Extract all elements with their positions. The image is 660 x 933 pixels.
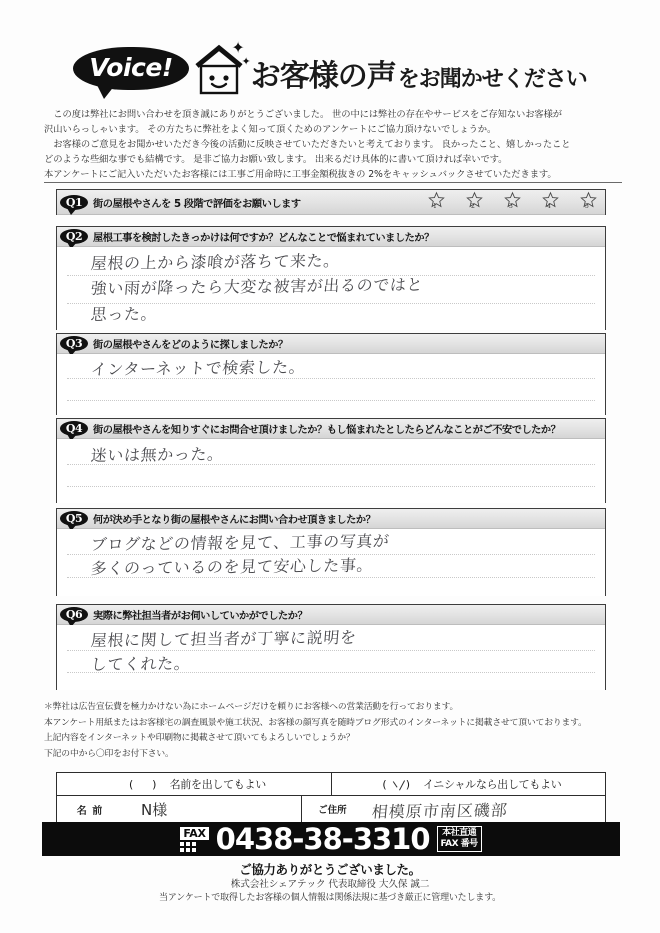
answer-text-q2-line3: 思った。 — [90, 304, 158, 325]
question-header-q1 — [57, 190, 605, 215]
question-block-q2 — [56, 226, 606, 330]
consent-option-initial[interactable] — [331, 773, 606, 795]
guide-line — [67, 400, 595, 401]
intro-line-3: お客様のご意見をお聞かせいただき今後の活動に反映させていただきたいと考えております。 良かったこと、嬉しかったこと — [53, 139, 571, 151]
fax-bar — [42, 822, 620, 856]
rating-star-label-5: 5 — [585, 203, 589, 210]
footnote-line-4: 下記の中から〇印をお付下さい。 — [44, 748, 174, 759]
fax-keypad-icon — [180, 842, 196, 852]
question-header-q4 — [57, 419, 605, 439]
intro-text — [44, 107, 622, 182]
question-badge-q6: Q6 — [60, 607, 88, 622]
consent-option-name[interactable] — [57, 773, 331, 795]
rating-star-label-1: 1 — [433, 203, 437, 210]
answer-text-q2-line1: 屋根の上から漆喰が落ちて来た。 — [90, 251, 341, 274]
rating-star-4[interactable] — [542, 191, 559, 208]
question-text-q6: 実際に弊社担当者がお伺いしていかがでしたか？ — [93, 611, 308, 622]
answer-area-q6[interactable] — [57, 625, 605, 690]
consent-checkbox-initial[interactable]: ( ) — [382, 777, 410, 791]
question-badge-q2: Q2 — [60, 229, 88, 244]
intro-line-4: どのような些細な事でも結構です。 是非ご協力お願い致します。 出来るだけ具体的に書いて頂ければ幸いです。 — [44, 154, 508, 166]
question-badge-q3: Q3 — [60, 336, 88, 351]
voice-badge: Voice! — [73, 47, 188, 90]
question-block-q1 — [56, 189, 606, 215]
question-badge-q5: Q5 — [60, 511, 88, 526]
thanks-message: ご協力ありがとうございました。 — [239, 862, 421, 877]
rating-star-2[interactable] — [466, 191, 483, 208]
answer-text-q3-line1: インターネットで検索した。 — [90, 357, 307, 380]
rating-star-5[interactable] — [580, 191, 597, 208]
consent-checkbox-name[interactable]: ( ) — [129, 777, 157, 791]
intro-line-1: この度は弊社にお問い合わせを頂き誠にありがとうございました。 世の中には弊社の存在やサービスをご存知ないお客様が — [53, 109, 562, 120]
question-block-q6 — [56, 604, 606, 690]
question-block-q5 — [56, 508, 606, 596]
fax-note — [437, 826, 482, 852]
question-header-q3 — [57, 334, 605, 354]
rating-star-3[interactable] — [504, 191, 521, 208]
address-label: ご住所 — [301, 796, 362, 822]
question-badge-q1: Q1 — [60, 195, 88, 210]
answer-text-q5-line2: 多くのっているのを見て安心した事。 — [90, 555, 374, 579]
rating-stars[interactable] — [428, 191, 597, 208]
page-title: お客様の声 — [250, 59, 396, 94]
consent-option-name-label: 名前を出してもよい — [169, 778, 266, 791]
name-value[interactable]: N様 — [141, 800, 168, 819]
page-header — [0, 26, 660, 98]
header-divider — [44, 182, 622, 183]
footnote-line-1: ＊弊社は広告宣伝費を極力かけない為にホームページだけを頼りにお客様への営業活動を行っております。 — [44, 702, 459, 712]
rating-star-1[interactable] — [428, 191, 445, 208]
company-info: 株式会社シェアテック 代表取締役 大久保 誠二 — [230, 879, 430, 890]
name-label: 名 前 — [76, 805, 104, 817]
question-block-q3 — [56, 333, 606, 415]
question-text-q4: 街の屋根やさんを知りすぐにお問合せ頂けましたか？もし悩まれたとしたらどんなことがご不安でしたか？ — [93, 425, 561, 436]
answer-text-q4-line1: 迷いは無かった。 — [90, 444, 225, 466]
question-text-q5: 何が決め手となり街の屋根やさんにお問い合わせ頂きましたか？ — [93, 515, 376, 526]
rating-star-label-3: 3 — [509, 203, 513, 210]
guide-line — [67, 486, 595, 487]
answer-text-q6-line1: 屋根に関して担当者が丁寧に説明を — [90, 627, 358, 651]
rating-star-label-2: 2 — [471, 203, 475, 210]
question-header-q2 — [57, 227, 605, 247]
page-subtitle: をお聞かせください — [397, 67, 587, 92]
rating-star-label-4: 4 — [547, 203, 551, 210]
footnote-line-2: 本アンケート用紙またはお客様宅の調査風景や施工状況、お客様の顔写真を随時ブログ形式のインターネットに掲載させて頂いております。 — [44, 717, 587, 728]
intro-line-2: 沢山いらっしゃいます。 その方たちに弊社をよく知って頂くためのアンケートにご協力頂けないでしょうか。 — [44, 124, 497, 136]
check-icon — [390, 780, 403, 790]
smiling-house-icon — [191, 38, 251, 96]
consent-option-initial-label: イニシャルなら出してもよい — [423, 778, 562, 791]
sparkle-icon: ✦ — [231, 38, 245, 57]
intro-line-5: 本アンケートにご記入いただいたお客様には工事ご用命時に工事金額税抜きの 2%をキャッシュバックさせていただきます。 — [44, 169, 557, 181]
answer-text-q2-line2: 強い雨が降ったら大変な被害が出るのではと — [90, 274, 424, 299]
consent-row — [57, 773, 605, 796]
address-value[interactable]: 相模原市南区磯部 — [371, 800, 510, 822]
question-text-q1: 街の屋根やさんを 5 段階で評価をお願いします — [93, 198, 301, 210]
question-block-q4 — [56, 418, 606, 503]
question-badge-q4: Q4 — [60, 421, 88, 436]
question-text-q2: 屋根工事を検討したきっかけは何ですか？どんなことで悩まれていましたか？ — [93, 233, 434, 244]
question-header-q6 — [57, 605, 605, 625]
customer-form — [56, 772, 606, 823]
fax-note-line-1: 本社直通 — [442, 828, 477, 839]
sparkle-icon: ✦ — [241, 55, 251, 68]
answer-area-q2[interactable] — [57, 247, 605, 330]
customer-row — [57, 796, 605, 822]
question-text-q3: 街の屋根やさんをどのように探しましたか？ — [93, 340, 288, 351]
answer-area-q4[interactable] — [57, 439, 605, 503]
fax-number: 0438-38-3310 — [215, 821, 430, 856]
answer-area-q5[interactable] — [57, 529, 605, 596]
fax-note-line-2: FAX 番号 — [440, 839, 478, 849]
privacy-note: 当アンケートで取得したお客様の個人情報は関係法規に基づき厳正に管理いたします。 — [159, 893, 501, 903]
question-header-q5 — [57, 509, 605, 529]
fax-machine-icon — [180, 827, 208, 852]
fax-label: FAX — [180, 827, 208, 840]
footnote-line-3: 上記内容をインターネットや印刷物に掲載させて頂いてもよろしいでしょうか？ — [44, 733, 355, 744]
footnotes — [44, 700, 624, 763]
answer-text-q6-line2: してくれた。 — [90, 653, 192, 675]
answer-area-q3[interactable] — [57, 354, 605, 415]
answer-text-q5-line1: ブログなどの情報を見て、工事の写真が — [90, 531, 391, 555]
